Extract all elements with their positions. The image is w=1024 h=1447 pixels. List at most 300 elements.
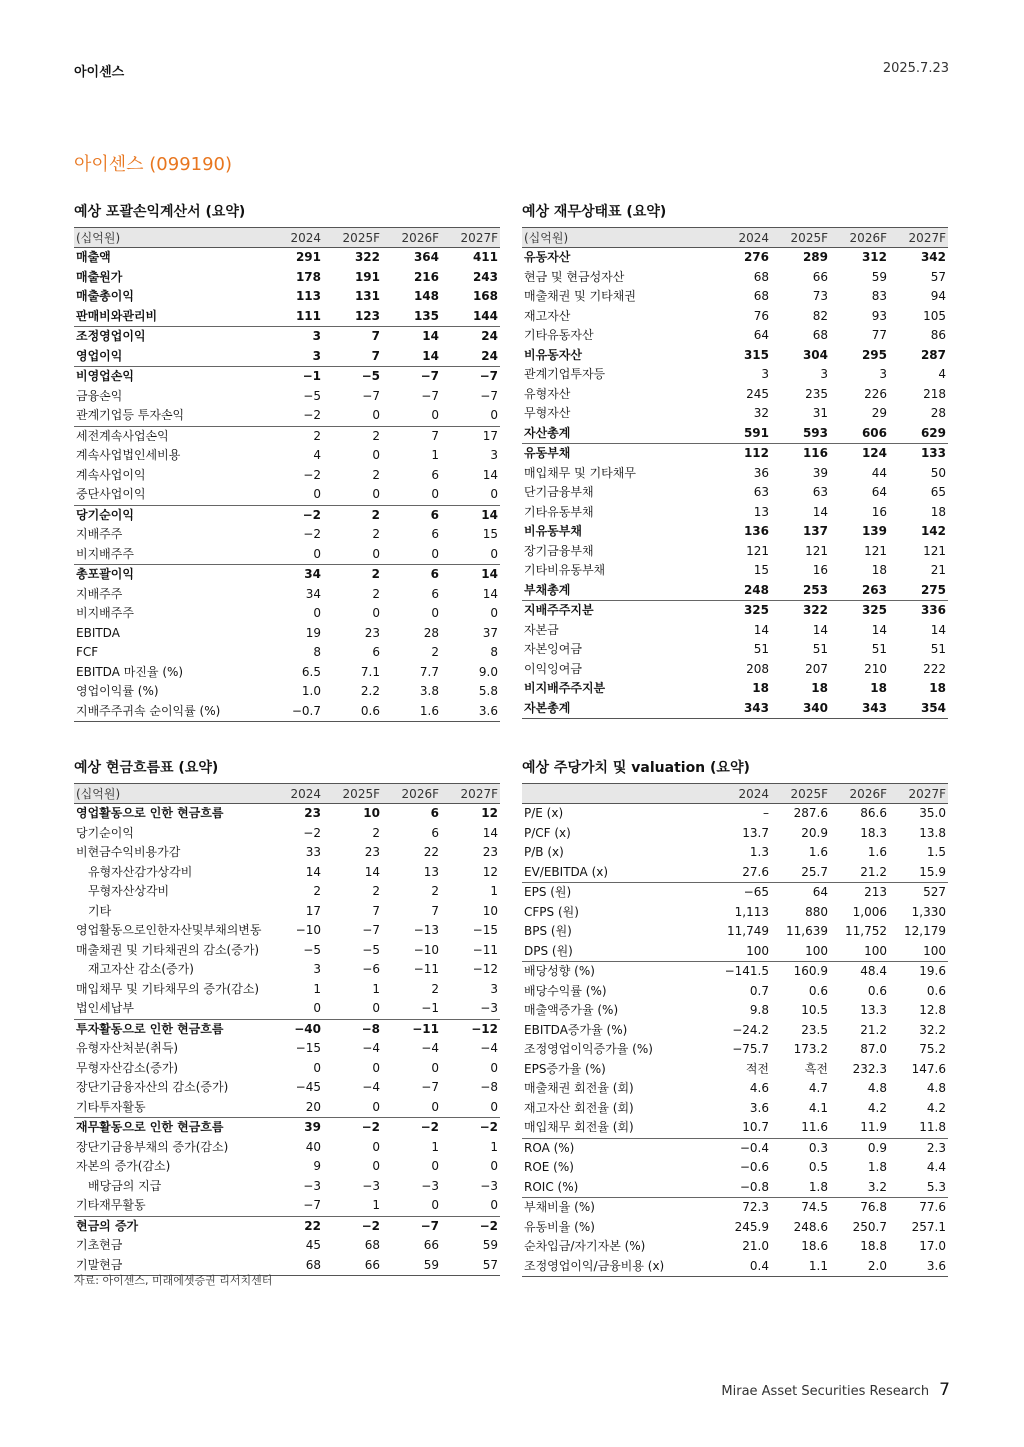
cell-value: 105 [923, 308, 946, 323]
cell-value: 57 [930, 269, 946, 284]
cell-value: −0.4 [712, 1138, 771, 1158]
cell-value: 35.0 [919, 806, 946, 820]
cell-value: 253 [802, 582, 828, 597]
table-row [74, 1177, 500, 1197]
cell-value: −7 [303, 1198, 321, 1212]
column-header: 2026F [830, 228, 889, 248]
cell-value: 116 [771, 444, 830, 464]
cell-value: 18 [870, 681, 887, 695]
cell-value: −0.6 [739, 1160, 769, 1174]
cell-value: 0 [431, 487, 439, 501]
cell-value: 11,749 [727, 924, 769, 938]
cell-value: 1 [490, 1139, 498, 1154]
cell-value: 17 [441, 426, 500, 446]
row-label: 배당성향 (%) [522, 962, 712, 982]
cell-value: 39 [812, 465, 828, 480]
table-row [522, 1021, 948, 1041]
cell-value: 100 [923, 943, 946, 958]
cell-value: −141.5 [712, 962, 771, 982]
cell-value: 322 [771, 601, 830, 621]
table-row [522, 268, 948, 288]
row-label: 자본총계 [522, 699, 712, 719]
table-row [522, 843, 948, 863]
cell-value: 411 [472, 250, 498, 264]
cell-value: −4 [362, 1041, 380, 1055]
cell-value: 4.1 [808, 1100, 828, 1115]
cell-value: 208 [746, 661, 769, 676]
cell-value: 50 [930, 465, 946, 480]
cell-value: 0 [431, 1159, 439, 1173]
cell-value: 0 [490, 1159, 498, 1173]
table-row [522, 824, 948, 844]
cash-flow-title: 예상 현금흐름표 (요약) [74, 760, 219, 776]
cell-value: 287.6 [793, 806, 828, 820]
cell-value: −0.8 [739, 1179, 769, 1194]
cell-value: 23.5 [801, 1022, 828, 1037]
table-row [522, 464, 948, 484]
table-row [522, 385, 948, 405]
cell-value: 0 [372, 1099, 380, 1114]
cell-value: 3.6 [889, 1257, 948, 1277]
cell-value: 3.8 [419, 684, 439, 698]
cell-value: 15 [753, 563, 769, 577]
cell-value: −2 [382, 1118, 441, 1138]
cell-value: 591 [743, 425, 769, 440]
row-label: 단기금융부채 [524, 485, 594, 499]
cell-value: 3 [264, 327, 323, 347]
cell-value: 0 [372, 546, 380, 561]
cell-value: 0 [490, 546, 498, 561]
row-label: 매출액 [76, 250, 111, 264]
cell-value: 6 [430, 806, 439, 820]
column-header: 2024 [712, 228, 771, 248]
cell-value: 21.0 [742, 1239, 769, 1253]
row-label: BPS (원) [524, 924, 572, 938]
cell-value: 18 [929, 681, 946, 695]
column-header: (십억원) [74, 228, 264, 248]
table-row [74, 347, 500, 367]
cell-value: −15 [472, 923, 498, 937]
cell-value: 24 [441, 327, 500, 347]
table-row [74, 466, 500, 486]
cell-value: −5 [323, 367, 382, 387]
cell-value: 178 [295, 269, 321, 284]
row-label: 중단사업이익 [76, 487, 146, 501]
table-row [74, 1138, 500, 1158]
cell-value: −8 [323, 1019, 382, 1039]
row-label: EPS (원) [522, 883, 712, 903]
cell-value: 113 [295, 289, 321, 303]
cell-value: 3.2 [867, 1179, 887, 1194]
cell-value: 74.5 [771, 1198, 830, 1218]
cell-value: −3 [480, 1001, 498, 1015]
table-row [74, 902, 500, 922]
cell-value: 243 [472, 269, 498, 284]
cell-value: 287 [920, 347, 946, 362]
table-row [522, 365, 948, 385]
cell-value: 10.5 [801, 1003, 828, 1017]
cell-value: 343 [712, 699, 771, 719]
row-label: 자산총계 [524, 425, 571, 440]
cell-value: 0.9 [830, 1138, 889, 1158]
cell-value: 3.6 [441, 702, 500, 722]
table-row [74, 268, 500, 288]
cell-value: 23 [304, 806, 321, 820]
cell-value: 1 [372, 981, 380, 996]
table-row [522, 601, 948, 621]
cell-value: 257.1 [911, 1219, 946, 1234]
row-label: 부채비율 (%) [522, 1198, 712, 1218]
cell-value: 276 [743, 250, 769, 264]
row-label: 매출액증가율 (%) [524, 1003, 619, 1017]
column-header [522, 784, 712, 804]
table-row [74, 1019, 500, 1039]
cell-value: −5 [362, 942, 380, 957]
cell-value: 6 [431, 825, 439, 840]
cell-value: 2 [323, 505, 382, 525]
row-label: 지배주주 [76, 527, 123, 541]
cell-value: −3 [421, 1178, 439, 1193]
table-row [74, 367, 500, 387]
valuation-table [522, 783, 948, 1277]
column-header: 2026F [382, 228, 441, 248]
table-row [74, 387, 500, 407]
cell-value: 64 [771, 883, 830, 903]
cell-value: 0 [372, 448, 380, 462]
cell-value: −2 [323, 1216, 382, 1236]
cell-value: 77.6 [889, 1198, 948, 1218]
cell-value: 606 [861, 425, 887, 440]
row-label: P/B (x) [524, 845, 564, 859]
cell-value: 20.9 [801, 825, 828, 840]
row-label: 지배주주지분 [522, 601, 712, 621]
cell-value: 2.0 [830, 1257, 889, 1277]
cell-value: 248 [743, 582, 769, 597]
table-row [74, 1216, 500, 1236]
cell-value: 7 [382, 426, 441, 446]
cell-value: 100 [746, 943, 769, 958]
cell-value: 17.0 [919, 1239, 946, 1253]
cell-value: −7 [382, 1216, 441, 1236]
row-label: CFPS (원) [524, 904, 579, 919]
cell-value: 14 [422, 348, 439, 363]
row-label: 계속사업법인세비용 [76, 448, 181, 462]
header-date: 2025.7.23 [882, 61, 949, 76]
cell-value: 68 [264, 1256, 323, 1276]
table-row [74, 1196, 500, 1216]
table-row [74, 702, 500, 722]
cell-value: 0 [313, 546, 321, 561]
cell-value: 1 [313, 981, 321, 996]
table-row [74, 505, 500, 525]
cell-value: 148 [413, 289, 439, 303]
cell-value: 289 [802, 250, 828, 264]
cell-value: 14 [305, 864, 321, 879]
cell-value: 121 [805, 543, 828, 558]
source-note: 자료: 아이센스, 미래에셋증권 리서치센터 [74, 1274, 273, 1287]
cell-value: 18 [871, 563, 887, 577]
cell-value: 0 [372, 1001, 380, 1015]
row-label: 기타유동부채 [524, 504, 594, 519]
cell-value: 9.0 [478, 664, 498, 679]
row-label: 자본의 증가(감소) [76, 1159, 171, 1173]
row-label: 당기순이익 [76, 825, 134, 840]
cell-value: 14 [482, 586, 498, 601]
row-label: 무형자산 [524, 406, 571, 420]
column-header: 2025F [771, 784, 830, 804]
cell-value: 18.6 [801, 1239, 828, 1253]
cell-value: 14 [441, 565, 500, 585]
row-label: 비지배주주 [76, 606, 134, 620]
cell-value: −1 [264, 367, 323, 387]
table-row [74, 624, 500, 644]
row-label: 비영업손익 [74, 367, 264, 387]
valuation-section [522, 759, 948, 1277]
cell-value: −15 [295, 1041, 321, 1055]
cell-value: −5 [303, 942, 321, 957]
cell-value: 23 [364, 845, 380, 859]
column-header: 2024 [712, 784, 771, 804]
cell-value: 2 [264, 426, 323, 446]
row-label: 재고자산 [524, 308, 571, 323]
cell-value: 1.6 [382, 702, 441, 722]
cell-value: 75.2 [919, 1042, 946, 1056]
table-row [74, 426, 500, 446]
cell-value: 21 [930, 563, 946, 577]
cell-value: 6 [372, 645, 380, 659]
cell-value: 2.2 [360, 684, 380, 698]
cell-value: 21.2 [860, 1022, 887, 1037]
cell-value: 12,179 [904, 924, 946, 938]
cell-value: −13 [413, 923, 439, 937]
cell-value: −7 [421, 1080, 439, 1094]
cell-value: 14 [482, 825, 498, 840]
cell-value: 0 [313, 606, 321, 620]
cell-value: 112 [712, 444, 771, 464]
cell-value: −3 [480, 1178, 498, 1193]
cell-value: −2 [323, 1118, 382, 1138]
cell-value: −3 [362, 1178, 380, 1193]
cell-value: 0 [372, 487, 380, 501]
table-row [74, 882, 500, 902]
row-label: 비현금수익비용가감 [76, 845, 181, 859]
cell-value: 48.4 [830, 962, 889, 982]
table-row [74, 1078, 500, 1098]
cell-value: 17 [305, 903, 321, 918]
cell-value: 8 [313, 645, 321, 659]
column-header: 2024 [264, 784, 323, 804]
column-header: 2025F [323, 784, 382, 804]
cell-value: 14 [871, 622, 887, 637]
table-row [74, 525, 500, 545]
cell-value: 0 [372, 1159, 380, 1173]
table-row [74, 980, 500, 1000]
cell-value: 3 [879, 367, 887, 381]
cell-value: 22 [423, 845, 439, 859]
cell-value: 51 [753, 642, 769, 656]
row-label: 관계기업등 투자손익 [76, 408, 185, 422]
row-label: FCF [76, 645, 99, 659]
cell-value: 27.6 [742, 864, 769, 879]
cell-value: 23 [482, 845, 498, 859]
column-header: (십억원) [522, 228, 712, 248]
cell-value: 136 [743, 524, 769, 538]
cell-value: 2 [313, 884, 321, 898]
column-header: 2025F [323, 228, 382, 248]
column-header: 2027F [889, 228, 948, 248]
balance-sheet-table [522, 227, 948, 719]
row-label: 재고자산 회전율 (회) [524, 1100, 634, 1115]
cell-value: 232.3 [852, 1061, 887, 1076]
cell-value: 59 [482, 1238, 498, 1252]
cell-value: 1 [431, 448, 439, 462]
cell-value: 295 [861, 347, 887, 362]
cell-value: 291 [295, 250, 321, 264]
table-row [522, 287, 948, 307]
table-row [522, 522, 948, 542]
cell-value: 3 [313, 962, 321, 976]
page-title: 아이센스 (099190) [74, 154, 233, 175]
cell-value: −11 [472, 942, 498, 957]
table-row [522, 1079, 948, 1099]
cell-value: 0 [431, 546, 439, 561]
cell-value: 14 [812, 504, 828, 519]
cell-value: 77 [871, 328, 887, 342]
cell-value: 340 [771, 699, 830, 719]
row-label: P/CF (x) [524, 825, 571, 840]
cell-value: −6 [362, 962, 380, 976]
cell-value: 2 [431, 884, 439, 898]
cell-value: 2 [372, 825, 380, 840]
cell-value: −65 [712, 883, 771, 903]
row-label: P/E (x) [524, 806, 564, 820]
row-label: 금융손익 [76, 388, 123, 403]
table-row [522, 561, 948, 581]
cell-value: 245 [746, 386, 769, 401]
table-row [522, 699, 948, 719]
cell-value: 5.3 [926, 1179, 946, 1194]
table-row [522, 404, 948, 424]
row-label: 장기금융부채 [524, 543, 594, 558]
cell-value: 16 [812, 563, 828, 577]
cell-value: 51 [812, 642, 828, 656]
cell-value: 3 [761, 367, 769, 381]
row-label: 영업이익 [76, 348, 123, 363]
cell-value: 342 [920, 250, 946, 264]
cell-value: 111 [295, 308, 321, 323]
row-label: 영업활동으로인한자산및부채의변동 [76, 923, 262, 937]
cell-value: 123 [354, 308, 380, 323]
table-row [522, 621, 948, 641]
cell-value: 0 [490, 1198, 498, 1212]
cell-value: 8 [490, 645, 498, 659]
row-label: 매입채무 및 기타채무 [524, 465, 636, 480]
cell-value: −10 [295, 923, 321, 937]
row-label: EBITDA [76, 625, 120, 640]
row-label: 기타유동자산 [524, 328, 594, 342]
cell-value: 222 [923, 661, 946, 676]
cell-value: 880 [805, 904, 828, 919]
cell-value: 0 [431, 1198, 439, 1212]
cell-value: 11,639 [786, 924, 828, 938]
cell-value: 11.9 [860, 1120, 887, 1134]
cell-value: 18.8 [860, 1239, 887, 1253]
page-number: 7 [939, 1380, 950, 1400]
row-label: 조정영업이익증가율 (%) [524, 1042, 653, 1056]
row-label: 법인세납부 [76, 1001, 134, 1015]
table-row [74, 446, 500, 466]
cell-value: 593 [802, 425, 828, 440]
cell-value: 6 [382, 505, 441, 525]
cell-value: 76 [753, 308, 769, 323]
cell-value: 100 [805, 943, 828, 958]
column-header: 2025F [771, 228, 830, 248]
cell-value: 325 [830, 601, 889, 621]
cell-value: −7 [421, 388, 439, 403]
row-label: 무형자산감소(증가) [76, 1060, 179, 1075]
row-label: 비유동자산 [524, 347, 582, 362]
cell-value: 14 [441, 505, 500, 525]
row-label: 기초현금 [76, 1238, 123, 1252]
table-header-row [522, 784, 948, 804]
cell-value: 2 [323, 426, 382, 446]
cell-value: 4.8 [926, 1081, 946, 1095]
cell-value: 1.0 [301, 684, 321, 698]
cell-value: 86.6 [860, 806, 887, 820]
table-row [522, 804, 948, 824]
cell-value: −45 [295, 1080, 321, 1094]
cell-value: 적전 [745, 1061, 769, 1076]
cell-value: 65 [930, 485, 946, 499]
cell-value: 168 [472, 289, 498, 303]
income-statement-table [74, 227, 500, 722]
row-label: 유동비율 (%) [524, 1219, 595, 1234]
row-label: 기타재무활동 [76, 1198, 146, 1212]
cell-value: 137 [802, 524, 828, 538]
row-label: EV/EBITDA (x) [524, 864, 609, 879]
cell-value: 0 [372, 1139, 380, 1154]
row-label: 유형자산 [524, 386, 571, 401]
cell-value: 235 [805, 386, 828, 401]
cell-value: 57 [441, 1256, 500, 1276]
cell-value: 45 [305, 1238, 321, 1252]
cell-value: 6 [431, 527, 439, 541]
row-label: 순차입금/자기자본 (%) [524, 1239, 646, 1253]
cell-value: 0 [431, 1060, 439, 1075]
cell-value: 2 [372, 467, 380, 482]
table-row [522, 903, 948, 923]
row-label: 자본금 [524, 622, 559, 637]
cell-value: 1,113 [734, 904, 769, 919]
cell-value: 18 [930, 504, 946, 519]
cell-value: 336 [889, 601, 948, 621]
row-label: 유형자산감가상각비 [88, 864, 193, 879]
cell-value: 64 [871, 485, 887, 499]
row-label: 유동부채 [522, 444, 712, 464]
cell-value: 139 [861, 524, 887, 538]
cell-value: 4.8 [867, 1081, 887, 1095]
cell-value: 59 [871, 269, 887, 284]
cell-value: 121 [923, 543, 946, 558]
row-label: 재무활동으로 인한 현금흐름 [74, 1118, 264, 1138]
cell-value: 1.8 [808, 1179, 828, 1194]
row-label: EPS증가율 (%) [524, 1061, 606, 1076]
cash-flow-table [74, 783, 500, 1276]
table-row [522, 1099, 948, 1119]
cell-value: 142 [920, 524, 946, 538]
table-row [74, 287, 500, 307]
cell-value: 68 [753, 269, 769, 284]
